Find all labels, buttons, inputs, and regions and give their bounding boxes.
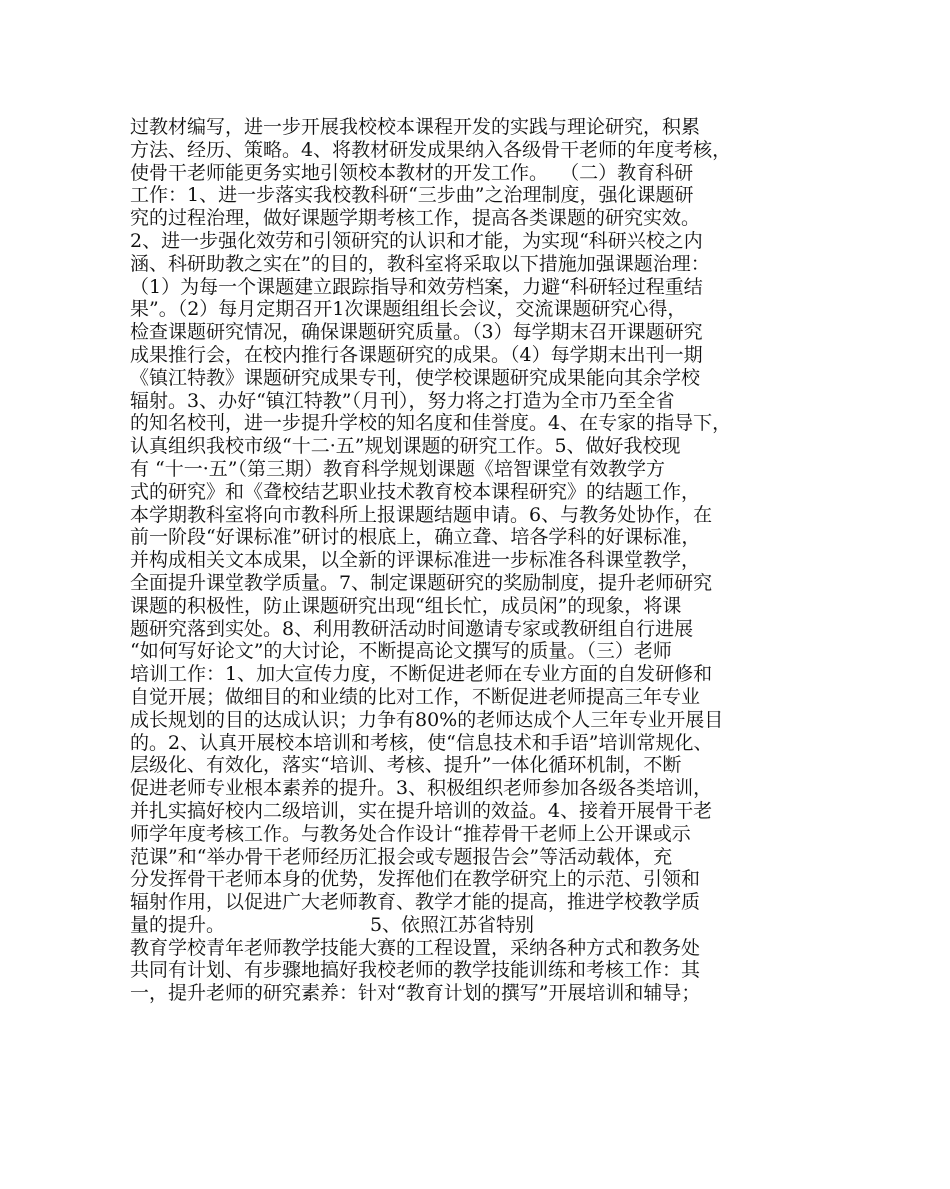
text-line: 全面提升课堂教学质量。7、制定课题研究的奖励制度，提升老师研究 — [130, 571, 713, 594]
text-line: 自觉开展；做细目的和业绩的比对工作，不断促进老师提高三年专业 — [130, 685, 701, 708]
text-line: 并扎实搞好校内二级培训，实在提升培训的效益。4、接着开展骨干老 — [130, 799, 713, 822]
text-line: 认真组织我校市级“十二·五”规划课题的研究工作。5、做好我校现 — [130, 435, 681, 458]
text-line: 果”。（2）每月定期召开1次课题组组长会议，交流课题研究心得， — [130, 298, 687, 321]
text-line: 辐射。3、办好“镇江特教”（月刊），努力将之打造为全市乃至全省 — [130, 389, 675, 412]
text-line: 量的提升。 5、依照江苏省特别 — [130, 913, 535, 936]
text-line: 成果推行会，在校内推行各课题研究的成果。（4）每学期末出刊一期 — [130, 343, 703, 366]
text-line: 过教材编写，进一步开展我校校本课程开发的实践与理论研究，积累 — [130, 116, 701, 138]
document-body — [130, 116, 820, 1005]
text-line: 的知名校刊，进一步提升学校的知名度和佳誉度。4、在专家的指导下， — [130, 412, 732, 435]
text-line: “如何写好论文”的大讨论，不断提高论文撰写的质量。（三）老师 — [130, 640, 672, 663]
text-line: 师学年度考核工作。与教务处合作设计“推荐骨干老师上公开课或示 — [130, 822, 691, 845]
text-line: 方法、经历、策略。4、将教材研发成果纳入各级骨干老师的年度考核， — [130, 138, 732, 161]
text-line: 2、进一步强化效劳和引领研究的认识和才能，为实现“科研兴校之内 — [130, 229, 703, 252]
text-line: 《镇江特教》课题研究成果专刊，使学校课题研究成果能向其余学校 — [130, 366, 701, 389]
text-line: 使骨干老师能更务实地引领校本教材的开发工作。 （二）教育科研 — [130, 161, 694, 184]
text-line: 前一阶段“好课标准”研讨的根底上，确立聋、培各学科的好课标准， — [130, 526, 701, 549]
text-line: 促进老师专业根本素养的提升。3、积极组织老师参加各级各类培训， — [130, 777, 713, 800]
text-line: 并构成相关文本成果，以全新的评课标准进一步标准各科课堂教学， — [130, 549, 701, 572]
text-line: 有 “十一·五”（第三期）教育科学规划课题《培智课堂有效教学方 — [130, 457, 666, 480]
text-line: 涵、科研助教之实在”的目的，教科室将采取以下措施加强课题治理： — [130, 252, 710, 275]
text-line: （1）为每一个课题建立跟踪指导和效劳档案，力避“科研轻过程重结 — [130, 275, 703, 298]
text-line: 培训工作：1、加大宣传力度，不断促进老师在专业方面的自发研修和 — [130, 663, 713, 686]
text-line: 一，提升老师的研究素养：针对“教育计划的撰写”开展培训和辅导； — [130, 982, 701, 1005]
text-line: 工作：1、进一步落实我校教科研“三步曲”之治理制度，强化课题研 — [130, 184, 694, 207]
text-line: 范课”和“举办骨干老师经历汇报会或专题报告会”等活动载体，充 — [130, 845, 673, 868]
text-line: 成长规划的目的达成认识；力争有80%的老师达成个人三年专业开展目 — [130, 708, 724, 731]
text-line: 分发挥骨干老师本身的优势，发挥他们在教学研究上的示范、引领和 — [130, 868, 701, 891]
text-line: 题研究落到实处。8、利用教研活动时间邀请专家或教研组自行进展 — [130, 617, 694, 640]
text-line: 教育学校青年老师教学技能大赛的工程设置，采纳各种方式和教务处 — [130, 936, 701, 959]
text-line: 的。2、认真开展校本培训和考核，使“信息技术和手语”培训常规化、 — [130, 731, 713, 754]
text-line: 式的研究》和《聋校结艺职业技术教育校本课程研究》的结题工作， — [130, 480, 701, 503]
text-line: 层级化、有效化，落实“培训、考核、提升”一体化循环机制，不断 — [130, 754, 682, 777]
text-line: 共同有计划、有步骤地搞好我校老师的教学技能训练和考核工作：其 — [130, 959, 701, 982]
text-line: 课题的积极性，防止课题研究出现“组长忙，成员闲”的现象，将课 — [130, 594, 682, 617]
text-line: 辐射作用，以促进广大老师教育、教学才能的提高，推进学校教学质 — [130, 891, 701, 914]
text-line: 究的过程治理，做好课题学期考核工作，提高各类课题的研究实效。 — [130, 207, 701, 230]
text-line: 检查课题研究情况，确保课题研究质量。（3）每学期末召开课题研究 — [130, 321, 703, 344]
text-line: 本学期教科室将向市教科所上报课题结题申请。6、与教务处协作，在 — [130, 503, 713, 526]
